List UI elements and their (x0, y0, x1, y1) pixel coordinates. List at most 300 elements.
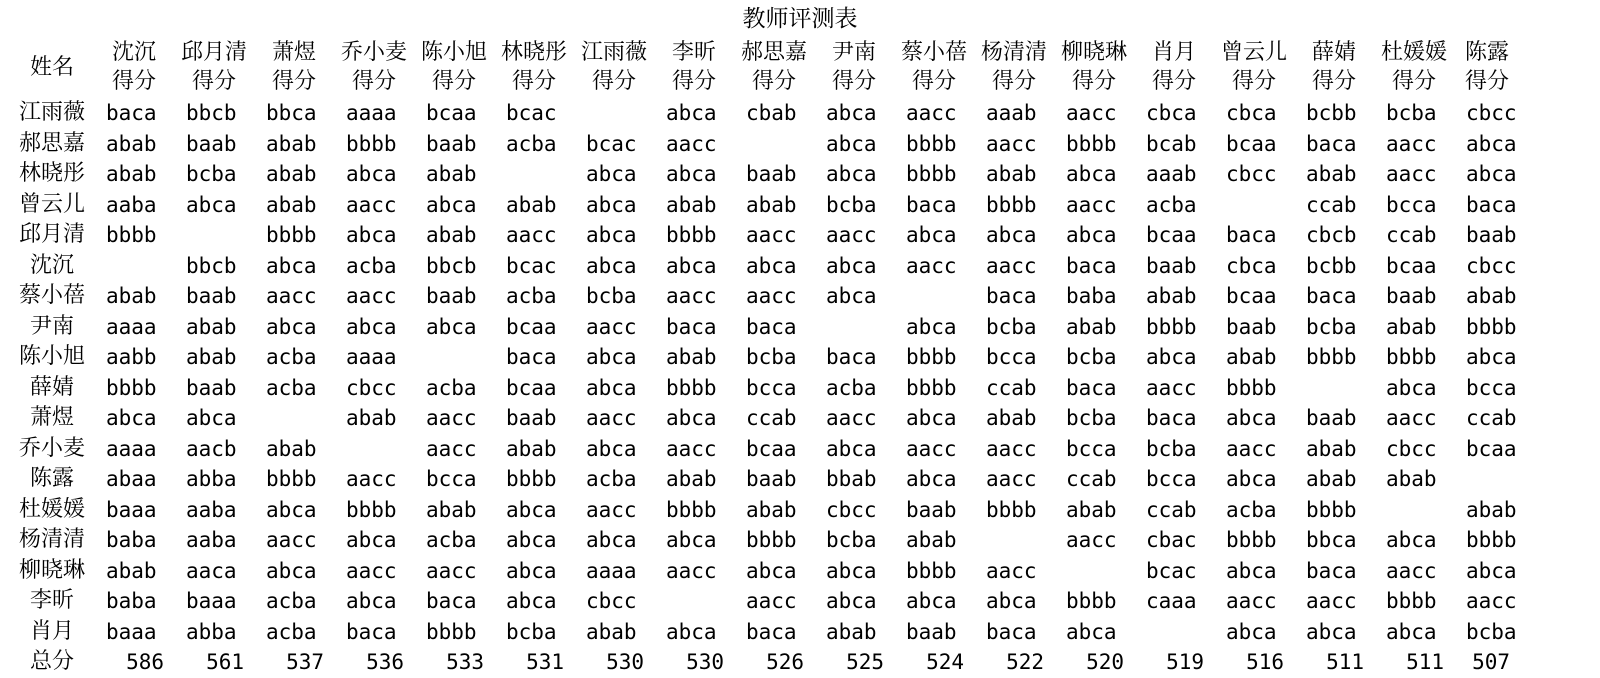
score-cell: abca (1066, 619, 1117, 644)
column-header-name: 李昕 (671, 40, 716, 65)
table-row (10, 525, 1520, 556)
score-cell: bbbb (906, 558, 957, 583)
score-cell: aacc (1386, 131, 1437, 156)
score-cell: cbab (746, 101, 797, 125)
score-cell: abab (1386, 467, 1437, 491)
score-cell: bcaa (1226, 131, 1277, 156)
column-header-suffix: 得分 (831, 69, 876, 94)
score-cell: baab (906, 619, 957, 644)
score-cell (1054, 556, 1134, 587)
score-cell: bcca (1066, 436, 1117, 461)
column-header (414, 36, 494, 98)
row-name-cell: 乔小麦 (18, 435, 85, 461)
score-cell: abca (826, 558, 877, 583)
score-cell: abca (506, 528, 557, 552)
column-header-suffix: 得分 (911, 69, 956, 94)
score-cell: bbbb (906, 375, 957, 400)
score-cell: baca (666, 314, 717, 339)
column-header (734, 36, 814, 98)
score-cell: aaaa (346, 101, 397, 125)
score-cell: acba (1146, 192, 1197, 217)
score-cell: abca (586, 375, 637, 400)
row-name-cell: 林晓彤 (18, 161, 85, 186)
score-cell: aacc (666, 436, 717, 461)
score-cell: baca (1066, 253, 1117, 278)
score-cell: aacc (1226, 589, 1277, 613)
score-cell: baca (1066, 375, 1117, 400)
score-cell (254, 403, 334, 434)
score-cell: abca (506, 558, 557, 583)
score-cell: abca (1226, 619, 1277, 644)
score-cell: aacc (986, 558, 1037, 583)
score-cell (574, 98, 654, 129)
score-cell: abab (746, 497, 797, 522)
score-cell: aaab (1146, 162, 1197, 186)
score-cell: bbbb (986, 192, 1037, 217)
score-cell: bbbb (666, 497, 717, 522)
score-cell: aacc (426, 406, 477, 430)
score-cell: abab (906, 528, 957, 552)
score-cell: cbcc (1226, 162, 1277, 186)
score-cell: bcba (1146, 436, 1197, 461)
score-cell: bbbb (1066, 589, 1117, 613)
score-cell: ccab (1146, 497, 1197, 522)
score-cell: bbbb (986, 497, 1037, 522)
score-cell: bbbb (666, 223, 717, 247)
column-header-suffix: 得分 (431, 69, 476, 94)
score-cell: bbcb (426, 253, 477, 278)
score-cell: abab (666, 467, 717, 491)
score-cell: aacc (986, 253, 1037, 278)
score-cell: abca (1466, 345, 1517, 369)
score-cell: abca (266, 497, 317, 522)
total-value: 536 (366, 650, 404, 674)
score-cell: aacc (426, 558, 477, 583)
score-cell: aacc (666, 131, 717, 156)
score-cell: abca (906, 589, 957, 613)
total-value: 519 (1166, 650, 1204, 674)
column-header (1134, 36, 1214, 98)
column-header (334, 36, 414, 98)
table-row (10, 251, 1520, 282)
score-cell: bbbb (346, 497, 397, 522)
score-cell: bcba (826, 192, 877, 217)
name-column-header: 姓名 (29, 54, 74, 80)
score-cell: abab (1226, 345, 1277, 369)
score-cell: abab (266, 436, 317, 461)
column-header-suffix: 得分 (1464, 69, 1509, 94)
score-cell: baab (1386, 284, 1437, 308)
score-cell: abab (586, 619, 637, 644)
total-value: 524 (926, 650, 964, 674)
column-header (174, 36, 254, 98)
score-cell (334, 434, 414, 465)
score-cell: aacc (1466, 589, 1517, 613)
score-cell: abca (186, 406, 237, 430)
row-name-cell: 邱月清 (18, 222, 85, 247)
score-cell: abca (906, 406, 957, 430)
score-cell: cbca (1226, 101, 1277, 125)
score-cell: abca (586, 162, 637, 186)
score-cell: aaba (186, 528, 237, 552)
score-cell: aacc (746, 284, 797, 308)
score-cell: abca (826, 162, 877, 186)
score-cell: baca (1146, 406, 1197, 430)
score-cell (494, 159, 574, 190)
column-header (1214, 36, 1294, 98)
column-header (1374, 36, 1454, 98)
score-cell: abca (986, 223, 1037, 247)
score-cell (174, 220, 254, 251)
score-cell: abab (106, 131, 157, 156)
table-row (10, 617, 1520, 648)
score-cell: abca (666, 253, 717, 278)
row-name-cell: 薛婧 (29, 374, 74, 400)
table-row (10, 403, 1520, 434)
score-cell: aacc (1306, 589, 1357, 613)
score-cell: abca (826, 284, 877, 308)
score-cell: aacc (1066, 101, 1117, 125)
score-cell: aaab (986, 101, 1037, 125)
score-cell: aacc (986, 131, 1037, 156)
score-cell (1454, 464, 1520, 495)
score-cell: aacc (666, 284, 717, 308)
score-cell: bbcb (186, 101, 237, 125)
score-cell: abab (1306, 436, 1357, 461)
score-cell: caaa (1146, 589, 1197, 613)
score-cell: abab (266, 192, 317, 217)
score-cell: acba (506, 131, 557, 156)
score-cell: abab (506, 436, 557, 461)
column-header (974, 36, 1054, 98)
column-header-name: 乔小麦 (340, 40, 407, 65)
column-header-name: 林晓彤 (500, 40, 567, 65)
total-value: 537 (286, 650, 324, 674)
total-value: 511 (1326, 650, 1364, 674)
score-cell: baab (746, 467, 797, 491)
score-cell: abca (666, 406, 717, 430)
score-cell: bcba (1386, 101, 1437, 125)
score-cell: aacc (586, 497, 637, 522)
score-cell: abca (426, 192, 477, 217)
score-cell: abca (586, 345, 637, 369)
row-name-cell: 萧煜 (29, 405, 74, 430)
score-cell: baaa (186, 589, 237, 613)
score-cell (894, 281, 974, 312)
score-cell: acba (426, 528, 477, 552)
score-cell: abab (266, 131, 317, 156)
score-cell: bcca (746, 375, 797, 400)
score-cell: aacc (586, 406, 637, 430)
score-cell: baca (986, 619, 1037, 644)
score-cell: aacc (746, 223, 797, 247)
score-cell: baab (1466, 223, 1517, 247)
score-cell: acba (266, 345, 317, 369)
score-cell: abab (426, 497, 477, 522)
score-cell: baab (1146, 253, 1197, 278)
score-cell: abab (426, 223, 477, 247)
row-name-cell: 肖月 (29, 618, 74, 644)
score-cell: baab (426, 284, 477, 308)
score-cell: bcbb (1306, 253, 1357, 278)
score-cell (1294, 373, 1374, 404)
row-name-cell: 郝思嘉 (18, 130, 85, 156)
score-cell: bbbb (906, 345, 957, 369)
column-header-name: 郝思嘉 (740, 40, 807, 65)
column-header-name: 肖月 (1151, 40, 1196, 65)
total-value: 530 (606, 650, 644, 674)
score-cell: aaaa (586, 558, 637, 583)
column-header-name: 陈小旭 (420, 40, 487, 65)
column-header-suffix: 得分 (1071, 69, 1116, 94)
score-cell: bbbb (1306, 497, 1357, 522)
score-cell: bcba (746, 345, 797, 369)
score-cell: aacc (746, 589, 797, 613)
total-value: 525 (846, 650, 884, 674)
score-cell: abca (826, 253, 877, 278)
score-cell: baca (426, 589, 477, 613)
score-cell: abca (666, 528, 717, 552)
score-cell: bbbb (106, 223, 157, 247)
score-cell: aacc (1146, 375, 1197, 400)
score-cell: bcba (586, 284, 637, 308)
score-cell: baca (1306, 284, 1357, 308)
column-header-suffix: 得分 (111, 69, 156, 94)
table-row (10, 129, 1520, 160)
score-cell: baca (746, 619, 797, 644)
score-cell (1134, 617, 1214, 648)
score-cell: abab (106, 558, 157, 583)
score-cell: abca (1386, 375, 1437, 400)
score-cell: abca (906, 223, 957, 247)
score-cell: aacc (826, 223, 877, 247)
score-cell (1214, 190, 1294, 221)
total-value: 531 (526, 650, 564, 674)
score-cell (94, 251, 174, 282)
score-cell: aacc (1226, 436, 1277, 461)
score-cell: abab (826, 619, 877, 644)
score-cell: abab (1066, 497, 1117, 522)
column-header (94, 36, 174, 98)
total-value: 530 (686, 650, 724, 674)
score-cell: abca (346, 589, 397, 613)
total-value: 586 (126, 650, 164, 674)
row-name-cell: 陈小旭 (18, 344, 85, 369)
score-cell: aacc (1386, 162, 1437, 186)
score-cell: baab (746, 162, 797, 186)
score-cell: abca (586, 436, 637, 461)
score-cell: baca (1466, 192, 1517, 217)
total-value: 561 (206, 650, 244, 674)
row-name-cell: 陈露 (29, 466, 74, 491)
score-cell: baca (346, 619, 397, 644)
score-cell: abca (666, 162, 717, 186)
score-cell: aacc (906, 101, 957, 125)
score-cell: bcba (986, 314, 1037, 339)
row-name-cell: 柳晓琳 (18, 557, 85, 583)
score-cell: abca (586, 528, 637, 552)
score-cell: abca (186, 192, 237, 217)
table-row (10, 586, 1520, 617)
score-cell: aacc (1386, 406, 1437, 430)
score-cell: bbbb (1386, 345, 1437, 369)
score-cell: bcbb (1306, 101, 1357, 125)
column-header-name: 蔡小蓓 (900, 40, 967, 65)
score-cell: abca (1386, 528, 1437, 552)
table-row (10, 159, 1520, 190)
score-cell (814, 312, 894, 343)
score-cell: ccab (1306, 192, 1357, 217)
score-cell: abca (826, 131, 877, 156)
score-cell: bbbb (426, 619, 477, 644)
score-cell: abca (826, 101, 877, 125)
score-cell: abab (666, 345, 717, 369)
score-cell: abca (746, 558, 797, 583)
score-cell: bbbb (1306, 345, 1357, 369)
score-cell: ccab (746, 406, 797, 430)
total-label: 总分 (29, 649, 74, 674)
score-cell: baca (1306, 131, 1357, 156)
score-cell: baab (1306, 406, 1357, 430)
score-cell: abca (1386, 619, 1437, 644)
score-cell: bcaa (1226, 284, 1277, 308)
score-cell: abab (1306, 467, 1357, 491)
score-cell: bbbb (666, 375, 717, 400)
score-cell: bbbb (906, 131, 957, 156)
score-cell: aacc (986, 436, 1037, 461)
score-cell: bcca (1466, 375, 1517, 400)
score-cell: acba (266, 619, 317, 644)
score-cell: bcba (1066, 345, 1117, 369)
column-header-suffix: 得分 (351, 69, 396, 94)
column-header (1454, 36, 1520, 98)
score-cell: aabb (106, 345, 157, 369)
column-header-name: 杜媛媛 (1380, 40, 1447, 65)
score-cell: abab (986, 406, 1037, 430)
score-cell: abca (1466, 131, 1517, 156)
score-cell: bcca (1386, 192, 1437, 217)
score-cell: bcba (506, 619, 557, 644)
total-row (10, 647, 1520, 678)
column-header-suffix: 得分 (671, 69, 716, 94)
row-name-cell: 李昕 (29, 588, 74, 613)
column-header-suffix: 得分 (751, 69, 796, 94)
total-value: 511 (1406, 650, 1444, 674)
table-row (10, 464, 1520, 495)
score-cell: abca (1226, 467, 1277, 491)
score-cell: ccab (1466, 406, 1517, 430)
header-row (10, 36, 1520, 98)
score-cell: bbbb (1386, 589, 1437, 613)
score-cell: aacc (346, 558, 397, 583)
score-cell: abab (1066, 314, 1117, 339)
score-cell: aaba (106, 192, 157, 217)
score-cell: baab (186, 375, 237, 400)
column-header-name: 江雨薇 (580, 40, 647, 65)
column-header-name: 萧煜 (271, 40, 316, 65)
score-cell: bbca (1306, 528, 1357, 552)
score-cell: acba (826, 375, 877, 400)
score-cell: abca (986, 589, 1037, 613)
score-cell: aacc (906, 436, 957, 461)
column-header (574, 36, 654, 98)
score-cell: bbcb (186, 253, 237, 278)
row-name-cell: 杜媛媛 (18, 496, 85, 522)
score-cell: bbbb (106, 375, 157, 400)
column-header (894, 36, 974, 98)
score-cell: abab (426, 162, 477, 186)
table-row (10, 281, 1520, 312)
score-cell: aacc (986, 467, 1037, 491)
column-header (254, 36, 334, 98)
column-header-name: 邱月清 (180, 40, 247, 65)
score-cell: cbca (1146, 101, 1197, 125)
column-header (814, 36, 894, 98)
column-header (494, 36, 574, 98)
total-value: 516 (1246, 650, 1284, 674)
score-cell: bbbb (1466, 314, 1517, 339)
score-cell: aacc (826, 406, 877, 430)
score-cell: cbcb (1306, 223, 1357, 247)
score-cell: abab (186, 314, 237, 339)
score-cell: bcaa (1386, 253, 1437, 278)
table-row (10, 434, 1520, 465)
table-body (10, 98, 1520, 678)
score-cell: abab (1146, 284, 1197, 308)
score-cell: bbbb (746, 528, 797, 552)
score-cell: abab (106, 162, 157, 186)
score-cell: baab (186, 131, 237, 156)
score-cell: cbcc (1386, 436, 1437, 461)
table-row (10, 342, 1520, 373)
score-cell: baca (906, 192, 957, 217)
score-cell: abca (826, 436, 877, 461)
score-cell: aacc (266, 528, 317, 552)
total-value: 507 (1472, 650, 1510, 674)
column-header (1054, 36, 1134, 98)
row-name-cell: 沈沉 (29, 252, 74, 278)
column-header-name: 柳晓琳 (1060, 40, 1127, 65)
column-header-name: 曾云儿 (1220, 40, 1287, 65)
score-cell: bcac (506, 101, 557, 125)
total-value: 522 (1006, 650, 1044, 674)
score-cell: bbca (266, 101, 317, 125)
score-cell: bcca (426, 467, 477, 491)
column-header-suffix: 得分 (1311, 69, 1356, 94)
score-cell: abca (266, 314, 317, 339)
score-cell: baab (906, 497, 957, 522)
column-header-suffix: 得分 (591, 69, 636, 94)
total-value: 520 (1086, 650, 1124, 674)
score-cell: bcaa (746, 436, 797, 461)
score-cell: bcba (826, 528, 877, 552)
score-cell: baca (746, 314, 797, 339)
score-cell: abca (1066, 162, 1117, 186)
score-cell: baba (1066, 284, 1117, 308)
column-header-suffix: 得分 (1231, 69, 1276, 94)
score-cell: acba (426, 375, 477, 400)
score-cell: cbcc (346, 375, 397, 400)
score-cell: aacc (1066, 528, 1117, 552)
score-cell: aacc (346, 192, 397, 217)
score-cell: baca (1226, 223, 1277, 247)
score-cell: bcba (186, 162, 237, 186)
score-cell: abca (666, 101, 717, 125)
score-cell: abca (586, 253, 637, 278)
score-cell: abab (746, 192, 797, 217)
score-cell (734, 129, 814, 160)
score-cell: baca (986, 284, 1037, 308)
